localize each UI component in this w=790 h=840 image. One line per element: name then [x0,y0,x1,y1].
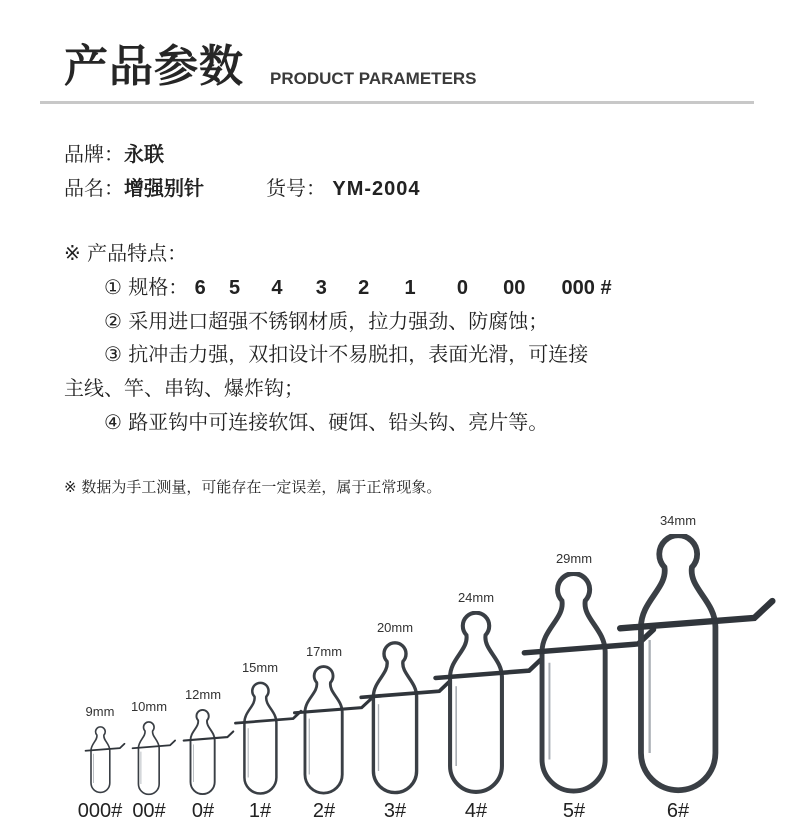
pin-size-label: 34mm [659,513,697,528]
name-label: 品名： [64,176,124,200]
brand-value: 永联 [124,142,164,166]
pin-number-label: 5# [562,800,586,822]
spec-value: 2 [358,277,370,299]
pin-body [91,727,110,793]
pin-number-label: 6# [666,800,690,822]
pin-body [139,722,160,794]
pin-size-label: 20mm [376,620,414,635]
model-label: 货号： [266,176,326,200]
pin-number-label: 3# [383,800,407,822]
pin-number-label: 000# [77,800,123,822]
pin-number-label: 2# [312,800,336,822]
brand-label: 品牌： [64,142,124,166]
pin-size-label: 17mm [305,644,343,659]
spec-value: 1 [404,277,416,299]
spec-value: 3 [315,277,327,299]
title-divider [40,101,754,104]
pin-body [641,535,715,790]
spec-value: 5 [229,277,241,299]
pin-size-label: 12mm [184,687,222,702]
spec-values [195,275,612,299]
pin-size-label: 10mm [130,699,168,714]
feature-material: ② 采用进口超强不锈钢材质，拉力强劲、防腐蚀； [104,309,549,333]
pin-number-label: 4# [464,800,488,822]
spec-label: ① 规格： [104,275,189,299]
pin-body [191,710,215,794]
spec-value: 6 [194,277,206,299]
pin-number-label: 00# [132,800,166,822]
feature-lure: ④ 路亚钩中可连接软饵、硬饵、铅头钩、亮片等。 [104,410,549,434]
spec-value: 00 [503,277,526,299]
page-subtitle: PRODUCT PARAMETERS [270,69,477,88]
model-row [266,172,421,201]
pin-size-label: 9mm [85,704,115,719]
feature-impact-cont: 主线、竿、串钩、爆炸钩； [64,376,304,400]
safety-pin-icon [575,534,781,798]
pin-size-label: 15mm [241,660,279,675]
pin-number-label: 0# [191,800,215,822]
pin-size-label: 29mm [555,551,593,566]
feature-impact: ③ 抗冲击力强，双扣设计不易脱扣，表面光滑，可连接 [104,342,589,366]
pin-body [244,683,276,794]
pin-size-label: 24mm [457,590,495,605]
brand-row [64,138,164,167]
spec-value: 4 [271,277,283,299]
page-title: 产品参数 [64,41,244,92]
model-value: YM-2004 [332,178,421,200]
safety-pin-icon [74,725,127,796]
name-value: 增强别针 [124,176,204,200]
measurement-note: ※ 数据为手工测量，可能存在一定误差，属于正常现象。 [64,478,442,496]
spec-value: 000 # [561,277,612,299]
name-row [64,172,204,201]
feature-spec [104,271,612,300]
pin-number-label: 1# [248,800,272,822]
features-heading: ※ 产品特点： [64,241,188,265]
spec-value: 0 [456,277,468,299]
